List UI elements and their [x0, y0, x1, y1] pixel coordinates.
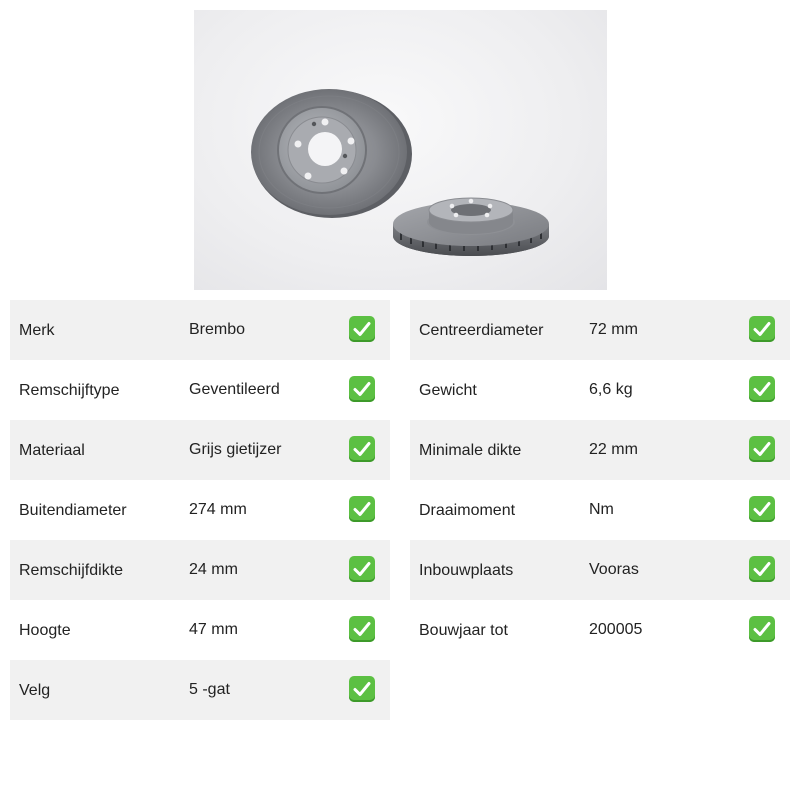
spec-row-draaimoment: [410, 480, 790, 540]
spec-label: Centreerdiameter: [419, 322, 544, 339]
spec-row-materiaal: [10, 420, 390, 480]
spec-row-remschijftype: [10, 360, 390, 420]
spec-value: 200005: [589, 621, 643, 638]
spec-value: Nm: [589, 501, 614, 518]
spec-value: 5 -gat: [189, 681, 230, 698]
spec-row-velg: [10, 660, 390, 720]
spec-row-inbouwplaats: [410, 540, 790, 600]
spec-row-minimale-dikte: [410, 420, 790, 480]
spec-row-gewicht: [410, 360, 790, 420]
spec-value: 22 mm: [589, 441, 638, 458]
spec-label: Minimale dikte: [419, 442, 522, 459]
spec-row-bouwjaar-tot: [410, 600, 790, 660]
spec-label: Gewicht: [419, 382, 477, 399]
check-mark-icon: [749, 496, 775, 522]
spec-label: Hoogte: [19, 622, 71, 639]
spec-table-left: [10, 300, 390, 720]
check-mark-icon: [349, 376, 375, 402]
check-mark-icon: [749, 436, 775, 462]
spec-label: Materiaal: [19, 442, 85, 459]
spec-row-merk: [10, 300, 390, 360]
check-mark-icon: [749, 616, 775, 642]
spec-value: 274 mm: [189, 501, 247, 518]
spec-label: Remschijfdikte: [19, 562, 124, 579]
check-mark-icon: [349, 436, 375, 462]
spec-value: 47 mm: [189, 621, 238, 638]
check-mark-icon: [349, 616, 375, 642]
check-mark-icon: [349, 496, 375, 522]
spec-row-buitendiameter: [10, 480, 390, 540]
spec-value: 72 mm: [589, 321, 638, 338]
spec-row-hoogte: [10, 600, 390, 660]
check-mark-icon: [749, 316, 775, 342]
spec-label: Inbouwplaats: [419, 562, 514, 579]
spec-value: 6,6 kg: [589, 381, 633, 398]
brake-disc-icon: [194, 10, 607, 290]
spec-label: Velg: [19, 682, 51, 699]
spec-value: Geventileerd: [189, 381, 280, 398]
spec-value: Brembo: [189, 321, 246, 338]
spec-value: Vooras: [589, 561, 639, 578]
spec-label: Bouwjaar tot: [419, 622, 508, 639]
spec-row-centreerdiameter: [410, 300, 790, 360]
spec-label: Buitendiameter: [19, 502, 127, 519]
check-mark-icon: [349, 676, 375, 702]
spec-label: Remschijftype: [19, 382, 120, 399]
spec-label: Merk: [19, 322, 55, 339]
spec-table-right: [410, 300, 790, 660]
check-mark-icon: [749, 376, 775, 402]
spec-row-remschijfdikte: [10, 540, 390, 600]
spec-value: Grijs gietijzer: [189, 441, 282, 458]
check-mark-icon: [349, 316, 375, 342]
spec-value: 24 mm: [189, 561, 238, 578]
spec-label: Draaimoment: [419, 502, 516, 519]
check-mark-icon: [749, 556, 775, 582]
check-mark-icon: [349, 556, 375, 582]
product-photo: [194, 10, 607, 290]
